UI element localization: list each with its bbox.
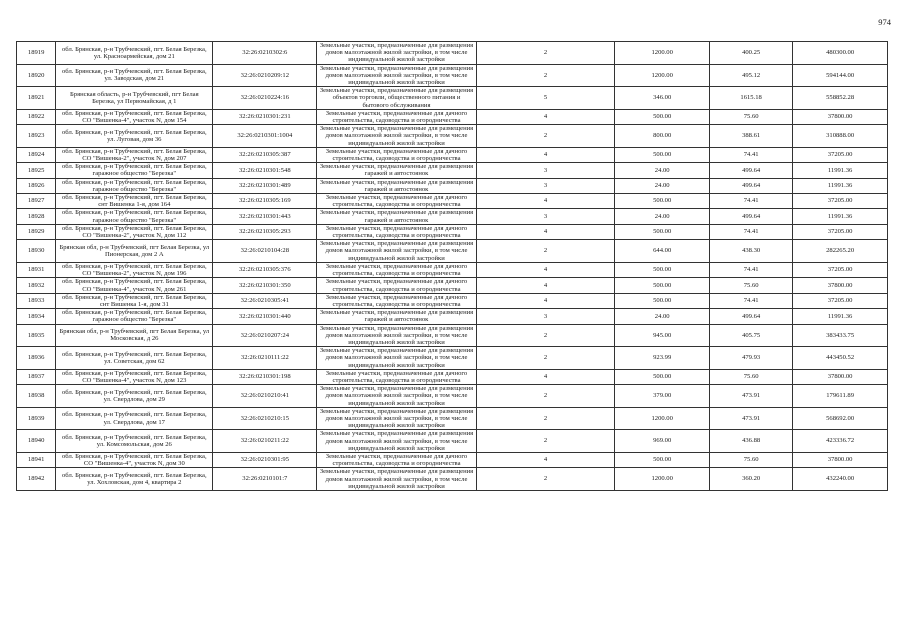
cell-land-use: Земельные участки, предназначенные для дачного строительства, садоводства и огородничества (317, 452, 476, 467)
cell-cadastral-value: 432240.00 (793, 468, 888, 491)
cell-group: 4 (476, 194, 615, 209)
table-row (17, 42, 888, 65)
cell-land-use: Земельные участки, предназначенные для размещения домов малоэтажной жилой застройки, в том числе индивидуальной жилой застройки (317, 385, 476, 408)
cell-specific-value: 479.93 (710, 347, 793, 370)
cell-cadastral-number: 32:26:0210301:440 (213, 309, 317, 324)
cell-cadastral-number: 32:26:0210301:231 (213, 109, 317, 124)
cell-record-number: 18923 (17, 125, 56, 148)
cell-cadastral-value: 480300.00 (793, 42, 888, 65)
cell-group: 4 (476, 224, 615, 239)
cell-address: обл. Брянская, р-н Трубчевский, пгт. Белая Березка, СО "Вишенка-4", участок N, дом 154 (56, 109, 213, 124)
cell-cadastral-number: 32:26:0210210:41 (213, 385, 317, 408)
cell-address: обл. Брянская, р-н Трубчевский, пгт. Белая Березка, ул. Свердлова, дом 17 (56, 407, 213, 430)
cell-record-number: 18922 (17, 109, 56, 124)
cell-cadastral-value: 282265.20 (793, 240, 888, 263)
cell-group: 4 (476, 452, 615, 467)
cell-address: обл. Брянская, р-н Трубчевский, пгт. Белая Березка, СО "Вишенка-2", участок N, дом 196 (56, 262, 213, 277)
cell-address: обл. Брянская, р-н Трубчевский, пгт. Белая Березка, гаражное общество "Березка" (56, 163, 213, 178)
cell-group: 2 (476, 347, 615, 370)
cell-cadastral-value: 37205.00 (793, 293, 888, 308)
cell-land-use: Земельные участки, предназначенные для размещения гаражей и автостоянок (317, 178, 476, 193)
table-row (17, 64, 888, 87)
cell-record-number: 18937 (17, 369, 56, 384)
cell-specific-value: 75.60 (710, 109, 793, 124)
cell-land-use: Земельные участки, предназначенные для дачного строительства, садоводства и огородничества (317, 147, 476, 162)
cell-land-use: Земельные участки, предназначенные для размещения объектов торговли, общественного питания и бытового обслуживания (317, 87, 476, 110)
table-row (17, 430, 888, 453)
cell-cadastral-number: 32:26:0210210:15 (213, 407, 317, 430)
cell-specific-value: 405.75 (710, 324, 793, 347)
cell-record-number: 18933 (17, 293, 56, 308)
cell-group: 3 (476, 209, 615, 224)
cell-cadastral-number: 32:26:0210104:28 (213, 240, 317, 263)
cell-area: 1200.00 (615, 407, 710, 430)
cell-address: обл. Брянская, р-н Трубчевский, пгт. Белая Березка, СО "Вишенка-2", участок N, дом 112 (56, 224, 213, 239)
table-row (17, 407, 888, 430)
cell-record-number: 18932 (17, 278, 56, 293)
cell-cadastral-value: 443450.52 (793, 347, 888, 370)
cell-record-number: 18935 (17, 324, 56, 347)
cell-record-number: 18938 (17, 385, 56, 408)
cell-record-number: 18936 (17, 347, 56, 370)
cell-specific-value: 499.64 (710, 163, 793, 178)
cell-group: 4 (476, 147, 615, 162)
cell-cadastral-number: 32:26:0210209:12 (213, 64, 317, 87)
cell-cadastral-number: 32:26:0210224:16 (213, 87, 317, 110)
cell-group: 2 (476, 385, 615, 408)
cell-area: 1200.00 (615, 468, 710, 491)
cell-land-use: Земельные участки, предназначенные для размещения домов малоэтажной жилой застройки, в том числе индивидуальной жилой застройки (317, 468, 476, 491)
cell-land-use: Земельные участки, предназначенные для дачного строительства, садоводства и огородничества (317, 278, 476, 293)
cell-address: обл. Брянская, р-н Трубчевский, пгт. Белая Березка, СО "Вишенка-4", участок N, дом 261 (56, 278, 213, 293)
cell-area: 1200.00 (615, 42, 710, 65)
cell-record-number: 18920 (17, 64, 56, 87)
cell-area: 24.00 (615, 178, 710, 193)
cell-cadastral-number: 32:26:0210302:6 (213, 42, 317, 65)
cell-cadastral-number: 32:26:0210301:198 (213, 369, 317, 384)
cell-address: обл. Брянская, р-н Трубчевский, пгт. Белая Березка, ул. Комсомольская, дом 26 (56, 430, 213, 453)
cell-group: 3 (476, 309, 615, 324)
cell-area: 969.00 (615, 430, 710, 453)
cell-cadastral-number: 32:26:0210305:376 (213, 262, 317, 277)
cell-cadastral-number: 32:26:0210305:293 (213, 224, 317, 239)
cell-land-use: Земельные участки, предназначенные для дачного строительства, садоводства и огородничества (317, 109, 476, 124)
cell-cadastral-number: 32:26:0210207:24 (213, 324, 317, 347)
cell-cadastral-value: 11991.36 (793, 309, 888, 324)
cell-land-use: Земельные участки, предназначенные для дачного строительства, садоводства и огородничества (317, 262, 476, 277)
cell-specific-value: 400.25 (710, 42, 793, 65)
cell-land-use: Земельные участки, предназначенные для размещения гаражей и автостоянок (317, 309, 476, 324)
cell-address: обл. Брянская, р-н Трубчевский, пгт. Белая Березка, СО "Вишенка-4", участок N, дом 30 (56, 452, 213, 467)
cell-group: 3 (476, 178, 615, 193)
cell-specific-value: 74.41 (710, 147, 793, 162)
cell-cadastral-value: 37800.00 (793, 109, 888, 124)
cell-group: 4 (476, 262, 615, 277)
cell-specific-value: 388.61 (710, 125, 793, 148)
cell-record-number: 18934 (17, 309, 56, 324)
cell-land-use: Земельные участки, предназначенные для размещения домов малоэтажной жилой застройки, в том числе индивидуальной жилой застройки (317, 125, 476, 148)
table-row (17, 278, 888, 293)
cell-cadastral-number: 32:26:0210211:22 (213, 430, 317, 453)
cell-address: Брянская обл, р-н Трубчевский, пгт Белая Березка, ул Московская, д 26 (56, 324, 213, 347)
table-row (17, 178, 888, 193)
cell-cadastral-number: 32:26:0210111:22 (213, 347, 317, 370)
cell-area: 500.00 (615, 278, 710, 293)
table-row (17, 240, 888, 263)
cell-record-number: 18921 (17, 87, 56, 110)
cell-address: обл. Брянская, р-н Трубчевский, пгт. Белая Березка, гаражное общество "Березка" (56, 309, 213, 324)
cell-cadastral-number: 32:26:0210305:387 (213, 147, 317, 162)
cell-group: 4 (476, 369, 615, 384)
cell-land-use: Земельные участки, предназначенные для размещения домов малоэтажной жилой застройки, в том числе индивидуальной жилой застройки (317, 240, 476, 263)
cell-record-number: 18927 (17, 194, 56, 209)
cell-specific-value: 473.91 (710, 385, 793, 408)
cell-record-number: 18929 (17, 224, 56, 239)
table-row (17, 452, 888, 467)
cell-land-use: Земельные участки, предназначенные для размещения гаражей и автостоянок (317, 209, 476, 224)
cell-specific-value: 74.41 (710, 262, 793, 277)
cell-address: Брянская область, р-н Трубчевский, пгт Белая Березка, ул Первомайская, д 1 (56, 87, 213, 110)
cell-cadastral-number: 32:26:0210301:350 (213, 278, 317, 293)
table-row (17, 385, 888, 408)
cell-area: 24.00 (615, 209, 710, 224)
cell-cadastral-value: 11991.36 (793, 209, 888, 224)
cell-specific-value: 436.88 (710, 430, 793, 453)
cell-land-use: Земельные участки, предназначенные для размещения домов малоэтажной жилой застройки, в том числе индивидуальной жилой застройки (317, 324, 476, 347)
cell-land-use: Земельные участки, предназначенные для размещения гаражей и автостоянок (317, 163, 476, 178)
table-row (17, 468, 888, 491)
cell-area: 500.00 (615, 194, 710, 209)
cell-specific-value: 499.64 (710, 178, 793, 193)
cell-record-number: 18941 (17, 452, 56, 467)
cell-area: 500.00 (615, 109, 710, 124)
cell-cadastral-number: 32:26:0210305:169 (213, 194, 317, 209)
cell-group: 2 (476, 407, 615, 430)
cell-record-number: 18939 (17, 407, 56, 430)
cell-cadastral-value: 310888.00 (793, 125, 888, 148)
cell-area: 644.00 (615, 240, 710, 263)
table-row (17, 109, 888, 124)
cell-specific-value: 74.41 (710, 224, 793, 239)
cell-address: обл. Брянская, р-н Трубчевский, пгт. Белая Березка, СО "Вишенка-4", участок N, дом 123 (56, 369, 213, 384)
cell-area: 1200.00 (615, 64, 710, 87)
cell-record-number: 18930 (17, 240, 56, 263)
cell-specific-value: 499.64 (710, 209, 793, 224)
cell-land-use: Земельные участки, предназначенные для размещения домов малоэтажной жилой застройки, в том числе индивидуальной жилой застройки (317, 430, 476, 453)
cell-group: 2 (476, 125, 615, 148)
cell-group: 3 (476, 163, 615, 178)
table-row (17, 147, 888, 162)
cell-cadastral-number: 32:26:0210301:548 (213, 163, 317, 178)
cell-record-number: 18931 (17, 262, 56, 277)
cell-address: обл. Брянская, р-н Трубчевский, пгт. Белая Березка, ул. Луговая, дом 36 (56, 125, 213, 148)
table-row (17, 224, 888, 239)
cell-cadastral-value: 37205.00 (793, 194, 888, 209)
cell-area: 24.00 (615, 309, 710, 324)
cell-group: 2 (476, 324, 615, 347)
cell-record-number: 18925 (17, 163, 56, 178)
cell-cadastral-number: 32:26:0210101:7 (213, 468, 317, 491)
cell-group: 4 (476, 293, 615, 308)
cell-group: 4 (476, 278, 615, 293)
cell-address: обл. Брянская, р-н Трубчевский, пгт. Белая Березка, снт Вишенка 1-я, дом 31 (56, 293, 213, 308)
cell-record-number: 18926 (17, 178, 56, 193)
cell-specific-value: 1615.18 (710, 87, 793, 110)
cell-cadastral-value: 37800.00 (793, 452, 888, 467)
cell-specific-value: 473.91 (710, 407, 793, 430)
cell-specific-value: 495.12 (710, 64, 793, 87)
cell-group: 2 (476, 42, 615, 65)
table-row (17, 347, 888, 370)
cell-area: 945.00 (615, 324, 710, 347)
table-row (17, 369, 888, 384)
table-row (17, 309, 888, 324)
cell-address: обл. Брянская, р-н Трубчевский, пгт. Белая Березка, ул. Свердлова, дом 29 (56, 385, 213, 408)
cell-specific-value: 74.41 (710, 194, 793, 209)
cell-cadastral-number: 32:26:0210301:443 (213, 209, 317, 224)
cell-cadastral-value: 383433.75 (793, 324, 888, 347)
cell-group: 2 (476, 64, 615, 87)
cell-specific-value: 75.60 (710, 369, 793, 384)
cell-cadastral-number: 32:26:0210301:489 (213, 178, 317, 193)
cell-specific-value: 75.60 (710, 278, 793, 293)
cell-specific-value: 360.20 (710, 468, 793, 491)
cell-cadastral-value: 423336.72 (793, 430, 888, 453)
cell-land-use: Земельные участки, предназначенные для дачного строительства, садоводства и огородничества (317, 224, 476, 239)
table-row (17, 125, 888, 148)
table-row (17, 293, 888, 308)
cell-specific-value: 74.41 (710, 293, 793, 308)
cell-land-use: Земельные участки, предназначенные для размещения домов малоэтажной жилой застройки, в том числе индивидуальной жилой застройки (317, 42, 476, 65)
cell-specific-value: 438.30 (710, 240, 793, 263)
table-row (17, 209, 888, 224)
cell-area: 800.00 (615, 125, 710, 148)
cell-land-use: Земельные участки, предназначенные для размещения домов малоэтажной жилой застройки, в том числе индивидуальной жилой застройки (317, 64, 476, 87)
cell-area: 500.00 (615, 262, 710, 277)
table-row (17, 194, 888, 209)
table-body (17, 42, 888, 491)
cell-cadastral-value: 37205.00 (793, 147, 888, 162)
cell-specific-value: 499.64 (710, 309, 793, 324)
cell-address: обл. Брянская, р-н Трубчевский, пгт. Белая Березка, гаражное общество "Березка" (56, 209, 213, 224)
cell-record-number: 18942 (17, 468, 56, 491)
cell-cadastral-value: 568692.00 (793, 407, 888, 430)
cell-area: 346.00 (615, 87, 710, 110)
cell-cadastral-value: 558852.28 (793, 87, 888, 110)
cell-cadastral-number: 32:26:0210301:95 (213, 452, 317, 467)
table-row (17, 262, 888, 277)
cell-cadastral-value: 11991.36 (793, 163, 888, 178)
cell-record-number: 18940 (17, 430, 56, 453)
cell-area: 923.99 (615, 347, 710, 370)
cell-land-use: Земельные участки, предназначенные для дачного строительства, садоводства и огородничества (317, 369, 476, 384)
cell-address: обл. Брянская, р-н Трубчевский, пгт. Белая Березка, ул. Красноармейская, дом 21 (56, 42, 213, 65)
cell-cadastral-value: 11991.36 (793, 178, 888, 193)
page-number: 974 (878, 17, 891, 27)
cell-area: 24.00 (615, 163, 710, 178)
cell-cadastral-value: 179611.89 (793, 385, 888, 408)
cell-address: обл. Брянская, р-н Трубчевский, пгт. Белая Березка, ул. Заводская, дом 21 (56, 64, 213, 87)
cell-cadastral-value: 37800.00 (793, 278, 888, 293)
cell-cadastral-number: 32:26:0210301:1004 (213, 125, 317, 148)
cell-record-number: 18928 (17, 209, 56, 224)
cell-group: 2 (476, 430, 615, 453)
cell-cadastral-value: 37205.00 (793, 224, 888, 239)
cell-address: обл. Брянская, р-н Трубчевский, пгт. Белая Березка, снт Вишенка 1-я, дом 164 (56, 194, 213, 209)
cell-address: обл. Брянская, р-н Трубчевский, пгт. Белая Березка, СО "Вишенка-2", участок N, дом 207 (56, 147, 213, 162)
cell-area: 500.00 (615, 293, 710, 308)
cell-group: 2 (476, 468, 615, 491)
cell-specific-value: 75.60 (710, 452, 793, 467)
cell-area: 379.00 (615, 385, 710, 408)
cell-land-use: Земельные участки, предназначенные для дачного строительства, садоводства и огородничества (317, 293, 476, 308)
cell-cadastral-value: 594144.00 (793, 64, 888, 87)
cell-group: 4 (476, 109, 615, 124)
cell-land-use: Земельные участки, предназначенные для дачного строительства, садоводства и огородничества (317, 194, 476, 209)
cell-area: 500.00 (615, 452, 710, 467)
cell-land-use: Земельные участки, предназначенные для размещения домов малоэтажной жилой застройки, в том числе индивидуальной жилой застройки (317, 347, 476, 370)
cell-address: обл. Брянская, р-н Трубчевский, пгт. Белая Березка, ул. Хохловская, дом 4, квартира 2 (56, 468, 213, 491)
cell-address: обл. Брянская, р-н Трубчевский, пгт. Белая Березка, гаражное общество "Березка" (56, 178, 213, 193)
cell-cadastral-value: 37800.00 (793, 369, 888, 384)
cell-cadastral-number: 32:26:0210305:41 (213, 293, 317, 308)
cell-area: 500.00 (615, 369, 710, 384)
cell-record-number: 18924 (17, 147, 56, 162)
cell-group: 2 (476, 240, 615, 263)
cell-address: Брянская обл, р-н Трубчевский, пгт Белая Березка, ул Пионерская, дом 2 А (56, 240, 213, 263)
cadastral-value-table (16, 41, 888, 491)
cell-area: 500.00 (615, 147, 710, 162)
cell-record-number: 18919 (17, 42, 56, 65)
table-row (17, 163, 888, 178)
cell-address: обл. Брянская, р-н Трубчевский, пгт. Белая Березка, ул. Советская, дом 62 (56, 347, 213, 370)
cell-area: 500.00 (615, 224, 710, 239)
cell-land-use: Земельные участки, предназначенные для размещения домов малоэтажной жилой застройки, в том числе индивидуальной жилой застройки (317, 407, 476, 430)
table-row (17, 324, 888, 347)
cell-cadastral-value: 37205.00 (793, 262, 888, 277)
cell-group: 5 (476, 87, 615, 110)
table-row (17, 87, 888, 110)
